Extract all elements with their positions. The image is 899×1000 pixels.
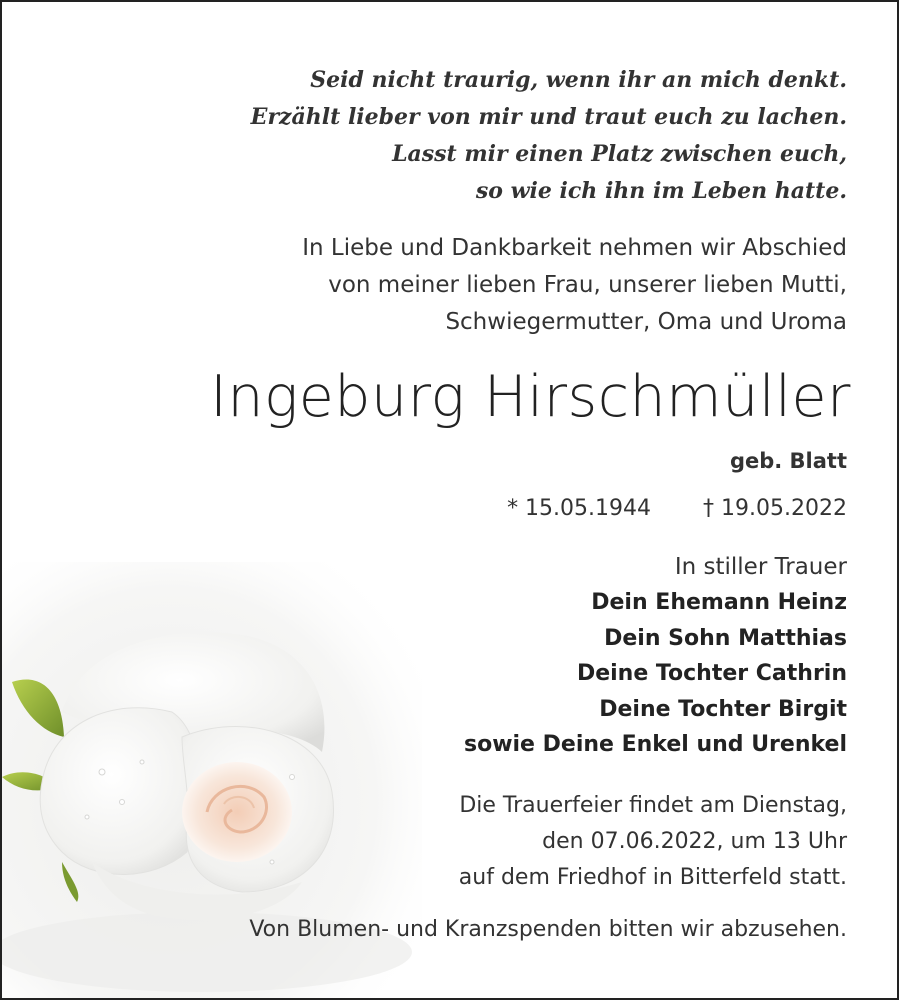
mourning-intro: In stiller Trauer	[674, 554, 847, 580]
mourner: Deine Tochter Cathrin	[576, 661, 847, 686]
funeral-service-info	[459, 788, 847, 896]
flowers-note: Von Blumen- und Kranzspenden bitten wir abzusehen.	[249, 917, 847, 942]
intro-line: In Liebe und Dankbarkeit nehmen wir Abschied	[302, 235, 847, 261]
service-line: den 07.06.2022, um 13 Uhr	[542, 829, 847, 854]
poem-line: Erzählt lieber von mir und traut euch zu lachen.	[250, 104, 847, 130]
mourner: Deine Tochter Birgit	[599, 696, 847, 722]
mourner: sowie Deine Enkel und Urenkel	[463, 732, 847, 757]
birth-date: * 15.05.1944	[507, 496, 652, 521]
death-date: † 19.05.2022	[703, 496, 847, 521]
intro-line: Schwiegermutter, Oma und Uroma	[445, 309, 847, 335]
service-line: auf dem Friedhof in Bitterfeld statt.	[458, 865, 847, 890]
life-dates	[507, 492, 847, 526]
mourner: Dein Ehemann Heinz	[591, 590, 847, 615]
deceased-name: Ingeburg Hirschmüller	[210, 364, 851, 430]
poem-line: Seid nicht traurig, wenn ihr an mich denkt.	[310, 67, 847, 93]
mourner: Dein Sohn Matthias	[604, 625, 847, 651]
poem-line: so wie ich ihn im Leben hatte.	[475, 178, 847, 204]
poem	[251, 62, 847, 210]
birth-name: geb. Blatt	[729, 449, 847, 473]
mourners-list	[464, 585, 847, 763]
intro-line: von meiner lieben Frau, unserer lieben Mutti,	[328, 272, 847, 298]
service-line: Die Trauerfeier findet am Dienstag,	[459, 793, 847, 818]
poem-line: Lasst mir einen Platz zwischen euch,	[392, 141, 847, 167]
farewell-intro	[302, 230, 847, 341]
